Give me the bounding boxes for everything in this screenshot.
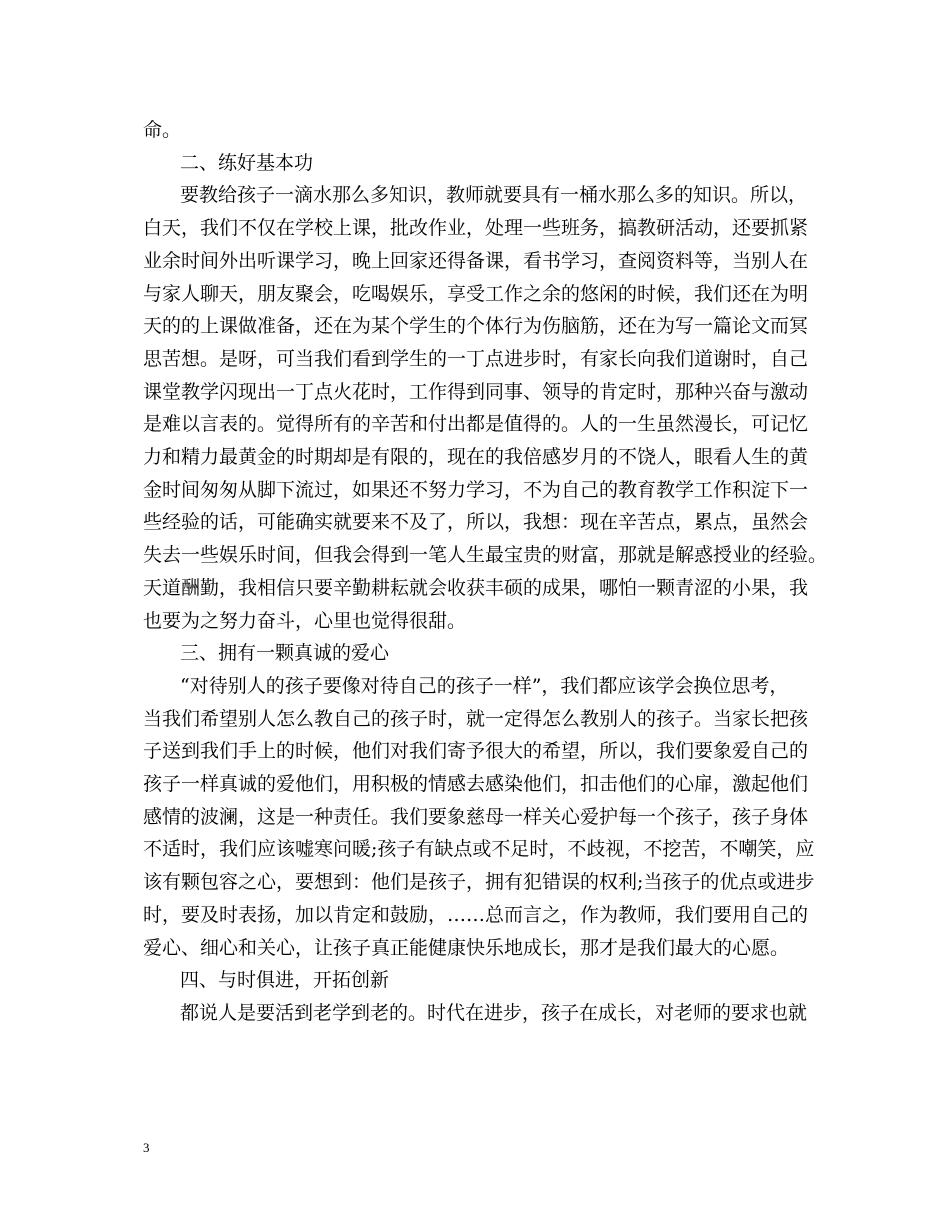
text-line: 力和精力最黄金的时期却是有限的，现在的我倍感岁月的不饶人，眼看人生的黄 — [143, 446, 809, 468]
text-line: 不适时，我们应该嘘寒问暖;孩子有缺点或不足时，不歧视，不挖苦，不嘲笑，应 — [143, 838, 815, 860]
text-line: 要教给孩子一滴水那么多知识，教师就要具有一桶水那么多的知识。所以， — [180, 184, 808, 206]
text-line: 当我们希望别人怎么教自己的孩子时，就一定得怎么教别人的孩子。当家长把孩 — [143, 708, 809, 730]
text-line: 业余时间外出听课学习，晚上回家还得备课，看书学习，查阅资料等，当别人在 — [143, 250, 809, 272]
text-line: 二、练好基本功 — [180, 152, 314, 174]
text-line: 时，要及时表扬，加以肯定和鼓励，……总而言之，作为教师，我们要用自己的 — [143, 904, 809, 926]
text-line: 该有颗包容之心，要想到：他们是孩子，拥有犯错误的权利;当孩子的优点或进步 — [143, 871, 815, 893]
text-line: 感情的波澜，这是一种责任。我们要象慈母一样关心爱护每一个孩子，孩子身体 — [143, 806, 809, 828]
text-line: 也要为之努力奋斗，心里也觉得很甜。 — [143, 610, 467, 632]
text-line: 白天，我们不仅在学校上课，批改作业，处理一些班务，搞教研活动，还要抓紧 — [143, 217, 809, 239]
text-line: 三、拥有一颗真诚的爱心 — [180, 642, 390, 664]
text-line: 爱心、细心和关心，让孩子真正能健康快乐地成长，那才是我们最大的心愿。 — [143, 937, 790, 959]
text-line: 是难以言表的。觉得所有的辛苦和付出都是值得的。人的一生虽然漫长，可记忆 — [143, 413, 809, 435]
page-number: 3 — [143, 1140, 150, 1155]
text-line: 四、与时俱进，开拓创新 — [180, 969, 390, 991]
text-line: 思苦想。是呀，可当我们看到学生的一丁点进步时，有家长向我们道谢时，自己 — [143, 348, 809, 370]
text-line: 子送到我们手上的时候，他们对我们寄予很大的希望，所以，我们要象爱自己的 — [143, 740, 809, 762]
text-line: 孩子一样真诚的爱他们，用积极的情感去感染他们，扣击他们的心扉，激起他们 — [143, 773, 809, 795]
text-line: 天道酬勤，我相信只要辛勤耕耘就会收获丰硕的成果，哪怕一颗青涩的小果，我 — [143, 577, 809, 599]
text-line: 与家人聊天，朋友聚会，吃喝娱乐，享受工作之余的悠闲的时候，我们还在为明 — [143, 283, 809, 305]
text-line: 失去一些娱乐时间，但我会得到一笔人生最宝贵的财富，那就是解惑授业的经验。 — [143, 544, 828, 566]
text-line: 命。 — [143, 119, 182, 141]
text-line: “对待别人的孩子要像对待自己的孩子一样”，我们都应该学会换位思考， — [180, 675, 789, 697]
text-line: 课堂教学闪现出一丁点火花时，工作得到同事、领导的肯定时，那种兴奋与激动 — [143, 381, 809, 403]
text-line: 些经验的话，可能确实就要来不及了，所以，我想：现在辛苦点，累点，虽然会 — [143, 511, 809, 533]
text-line: 金时间匆匆从脚下流过，如果还不努力学习，不为自己的教育教学工作积淀下一 — [143, 479, 809, 501]
text-line: 都说人是要活到老学到老的。时代在进步，孩子在成长，对老师的要求也就 — [180, 1002, 808, 1024]
text-line: 天的的上课做准备，还在为某个学生的个体行为伤脑筋，还在为写一篇论文而冥 — [143, 315, 809, 337]
